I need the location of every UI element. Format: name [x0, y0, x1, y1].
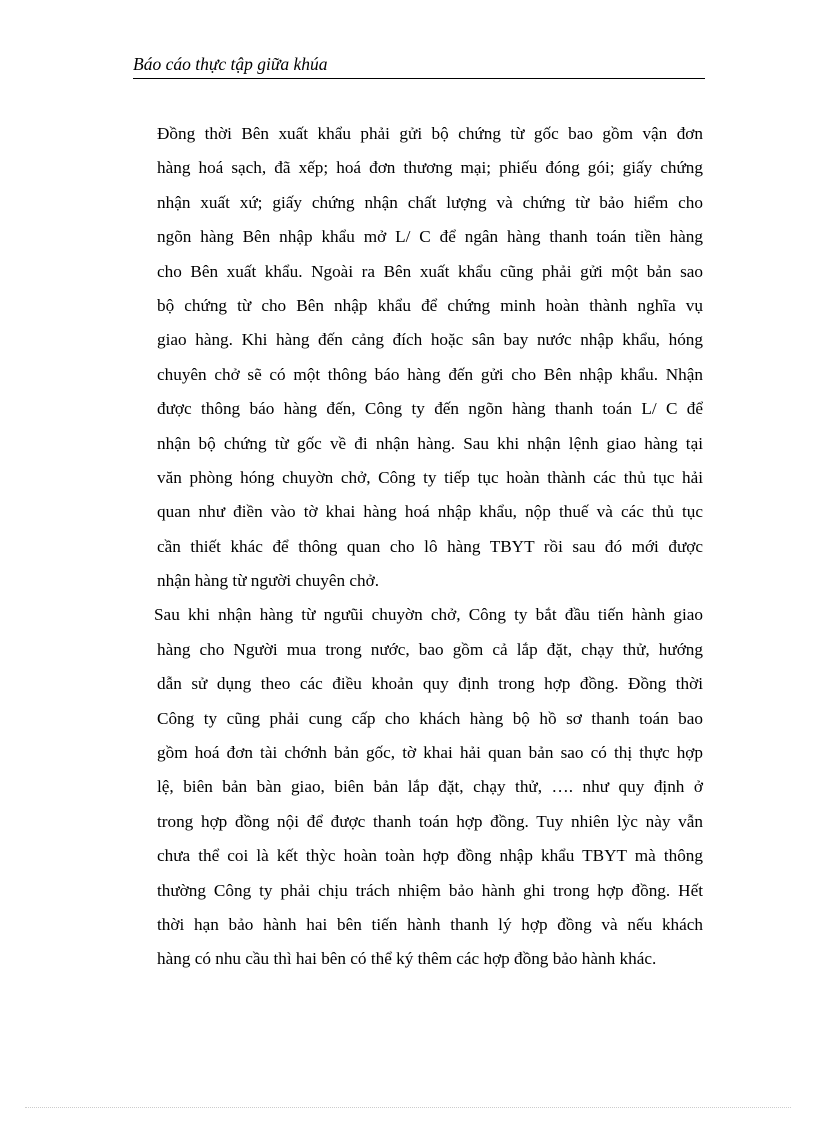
- document-body: [154, 117, 703, 977]
- text-line: quan như điền vào tờ khai hàng hoá nhập khẩu, nộp thuế và các thủ tục: [157, 502, 703, 522]
- text-line: thường Công ty phải chịu trách nhiệm bảo hành ghi trong hợp đồng. Hết: [157, 880, 703, 900]
- text-line: trong hợp đồng nội để được thanh toán hợp đồng. Tuy nhiên lỳc này vẫn: [157, 811, 703, 831]
- text-line: văn phòng hóng chuyờn chở, Công ty tiếp tục hoàn thành các thủ tục hải: [157, 467, 703, 487]
- footer-divider: [25, 1107, 791, 1108]
- text-line: lệ, biên bản bàn giao, biên bản lắp đặt, chạy thử, …. như quy định ở: [157, 777, 703, 797]
- text-line: cho Bên xuất khẩu. Ngoài ra Bên xuất khẩu cũng phải gửi một bản sao: [157, 261, 703, 281]
- text-line: hàng cho Người mua trong nước, bao gồm cả lắp đặt, chạy thử, hướng: [157, 639, 703, 659]
- paragraph: [157, 117, 703, 598]
- text-line: chưa thể coi là kết thỳc hoàn toàn hợp đồng nhập khẩu TBYT mà thông: [157, 846, 703, 866]
- page-header: [133, 50, 705, 79]
- text-line: gồm hoá đơn tài chớnh bản gốc, tờ khai hải quan bản sao có thị thực hợp: [157, 743, 703, 763]
- text-line: hàng hoá sạch, đã xếp; hoá đơn thương mại; phiếu đóng gói; giấy chứng: [157, 158, 703, 178]
- text-line: nhận bộ chứng từ gốc về đi nhận hàng. Sau khi nhận lệnh giao hàng tại: [157, 433, 703, 453]
- text-line: cần thiết khác để thông quan cho lô hàng TBYT rồi sau đó mới được: [157, 536, 703, 556]
- text-line: nhận hàng từ người chuyên chở.: [157, 571, 380, 591]
- paragraph: [154, 598, 703, 976]
- text-line: Đồng thời Bên xuất khẩu phải gửi bộ chứng từ gốc bao gồm vận đơn: [157, 124, 703, 143]
- text-line: bộ chứng từ cho Bên nhập khẩu để chứng minh hoàn thành nghĩa vụ: [157, 295, 703, 315]
- text-line: hàng có nhu cầu thì hai bên có thể ký thêm các hợp đồng bảo hành khác.: [157, 949, 657, 969]
- text-line: Công ty cũng phải cung cấp cho khách hàng bộ hồ sơ thanh toán bao: [157, 708, 703, 728]
- text-line: ngõn hàng Bên nhập khẩu mở L/ C để ngân hàng thanh toán tiền hàng: [157, 227, 703, 247]
- text-line: chuyên chở sẽ có một thông báo hàng đến gửi cho Bên nhập khẩu. Nhận: [157, 364, 703, 384]
- header-title: Báo cáo thực tập giữa khúa: [133, 54, 328, 74]
- text-line: được thông báo hàng đến, Công ty đến ngõn hàng thanh toán L/ C để: [157, 399, 703, 419]
- text-line: giao hàng. Khi hàng đến cảng đích hoặc sân bay nước nhập khẩu, hóng: [157, 330, 703, 350]
- text-line: nhận xuất xứ; giấy chứng nhận chất lượng và chứng từ bảo hiểm cho: [157, 192, 703, 212]
- text-line: thời hạn bảo hành hai bên tiến hành thanh lý hợp đồng và nếu khách: [157, 914, 703, 934]
- text-line: dẫn sử dụng theo các điều khoản quy định trong hợp đồng. Đồng thời: [157, 674, 703, 694]
- text-line: Sau khi nhận hàng từ ngưũi chuyờn chở, Công ty bắt đầu tiến hành giao: [154, 605, 703, 625]
